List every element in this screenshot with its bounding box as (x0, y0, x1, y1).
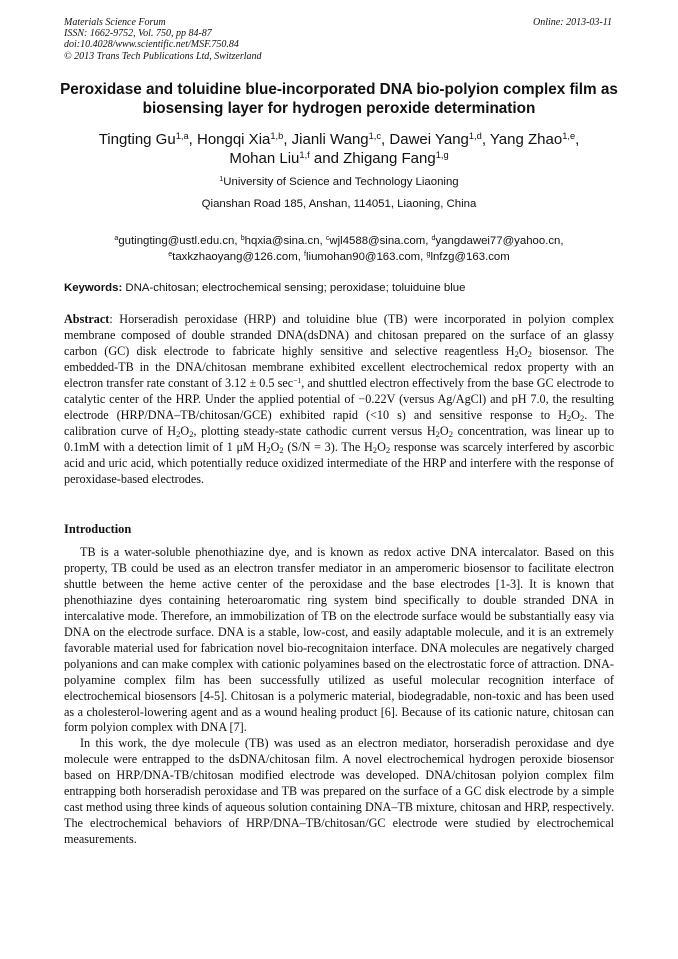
subscript: 2 (527, 349, 532, 360)
author-sup: 1,c (368, 130, 382, 141)
abstract-text: response was scarcely interfered by ascorbic acid and uric acid, which potentially reduce oxidized intermediate of the HRP and interfere with the response of peroxidase-based electrodes. (64, 439, 614, 486)
keywords-text: DNA-chitosan; electrochemical sensing; peroxidase; toluiduine blue (125, 282, 466, 294)
author-name: Dawei Yang (389, 131, 469, 148)
author-name: Jianli Wang (291, 131, 369, 148)
email-sup: d (431, 235, 436, 243)
email-address[interactable]: wjl4588@sina.com (329, 235, 426, 247)
abstract-text: (S/N = 3). The H (283, 439, 373, 454)
abstract (64, 312, 614, 487)
author-sup: 1,f (299, 149, 310, 160)
abstract-text: , and shuttled electron effectively from the base GC electrode to catalytic center of the HRP. Under the applied potential of −0.22V (versus Ag/AgCl) and pH 7.0, the resulting electrode (HRP/DNA–TB/chitosan/GCE) exhibited rapid (<10 s) and sensitive response to H (64, 375, 615, 422)
email-sup: g (426, 251, 431, 259)
keywords-label: Keywords: (64, 282, 123, 294)
journal-name: Materials Science Forum (64, 17, 166, 28)
author-sup: 1,g (435, 149, 449, 160)
subscript: 2 (385, 444, 391, 455)
paper-title: Peroxidase and toluidine blue-incorporated DNA bio-polyion complex film as biosensing layer for hydrogen peroxide determination (60, 81, 618, 117)
email-sup: a (114, 235, 119, 243)
section-heading-introduction: Introduction (64, 522, 132, 536)
author-sup: 1,a (175, 130, 189, 141)
abstract-text: O (571, 407, 580, 422)
author-sup: 1,b (270, 130, 284, 141)
paragraph: In this work, the dye molecule (TB) was used as an electron mediator, horseradish peroxidase and dye molecule were entrapped to the dsDNA/chitosan film. A novel electrochemical hydrogen peroxide biosensor based on HRP/DNA-TB/chitosan modified electrode was developed. DNA/chitosan polyion complex film entrapping both horseradish peroxidase and TB was prepared on the surface of a GC disk electrode by a simple cast method using three kinds of aqueous solution containing DNA–TB mixture, chitosan and HRP, respectively. The electrochemical behaviors of HRP/DNA–TB/chitosan/GC electrode were studied by electrochemical measurements. (64, 736, 614, 847)
subscript: 2 (279, 444, 284, 455)
abstract-text: biosensor. The embedded-TB in the DNA/chitosan membrane exhibited excellent electrochemical redox property with an electron transfer rate constant of 3.12 ± 0.5 sec (64, 343, 614, 390)
email-address[interactable]: liumohan90@163.com (306, 251, 421, 263)
abstract-text: . The calibration curve of H (64, 407, 614, 438)
abstract-label: Abstract (64, 312, 110, 326)
introduction-body (64, 545, 614, 848)
email-address[interactable]: hqxia@sina.cn (244, 235, 320, 247)
subscript: 2 (266, 444, 271, 455)
email-list: $^a$gutingting@ustl.edu.cn, $^b$hqxia@sina.cn, $^c$wjl4588@sina.com, $^d$yangdawei77@yahoo.cn, $^e$taxkzhaoyang@126.com, $^f$liumohan90@163.com, $^g$lnfzg@163.com (114, 235, 564, 263)
author-name: Hongqi Xia (196, 131, 271, 148)
subscript: 2 (176, 428, 181, 439)
keywords-line (64, 281, 614, 295)
email-sup: e (168, 251, 173, 259)
email-address[interactable]: lnfzg@163.com (430, 251, 510, 263)
abstract-text: O (439, 423, 449, 438)
subscript: 2 (189, 428, 194, 439)
author-sup: 1,d (468, 130, 482, 141)
paragraph: TB is a water-soluble phenothiazine dye, and is known as redox active DNA intercalator. Based on this property, TB could be used as an electron transfer mediator in an amperomeric biosensor to facilitate electron shuttle between the heme active center of the peroxidase and the base electrodes [1-3]. It is known that phenothiazine dyes containing heteroaromatic ring system bind specifically to double stranded DNA in intercalative mode. Therefore, an immobilization of TB on the electrode surface would be substantially easy via DNA on the electrode surface. DNA is a stable, low-cost, and easily adaptable molecule, and it is an extremely favorable material used for fabrication novel bio-recognitaion interface. DNA molecules are negatively charged polyanions and can make complex with cationic polyamines based on the electrostatic force of attraction. DNA-polyamine complex film has been successfully utilized as useful molecular recognition interface of electrochemical biosensors [4-5]. Chitosan is a polymeric material, biodegradable, non-toxic and has been used as a cholesterol-lowering agent and as a wound healing product [6]. Because of its cationic nature, chitosan can form polyion complex with DNA [7]. (64, 545, 614, 735)
issn-line: ISSN: 1662-9752, Vol. 750, pp 84-87 (64, 28, 212, 40)
email-sup: b (240, 235, 245, 243)
subscript: 2 (435, 428, 440, 439)
abstract-text: O (518, 343, 528, 358)
affiliation-address: Qianshan Road 185, Anshan, 114051, Liaoning, China (201, 198, 477, 210)
author-name: Zhigang Fang (343, 150, 436, 167)
online-date: Online: 2013-03-11 (533, 17, 612, 28)
affiliation-institution (50, 176, 628, 189)
abstract-text: concentration, was linear up to 0.1mM with a detection limit of 1 μM H (64, 423, 614, 454)
email-address[interactable]: yangdawei77@yahoo.cn (435, 235, 561, 247)
email-address[interactable]: gutingting@ustl.edu.cn (118, 235, 235, 247)
superscript: −1 (293, 375, 302, 385)
subscript: 2 (566, 412, 572, 423)
subscript: 2 (448, 428, 453, 439)
abstract-text: : Horseradish peroxidase (HRP) and toluidine blue (TB) were incorporated in polyion complex membrane composed of double stranded DNA(dsDNA) and chitosan prepared on the surface of an glassy carbon (GC) disk electrode to fabricate highly sensitive and selective reagentless H (64, 312, 614, 358)
abstract-text: O (270, 439, 280, 454)
abstract-text: , plotting steady-state cathodic current versus H (193, 423, 436, 438)
author-name: Yang Zhao (489, 131, 563, 148)
journal-header (64, 17, 262, 62)
author-list: Tingting Gu$^{1,a}$, Hongqi Xia$^{1,b}$, Jianli Wang$^{1,c}$, Dawei Yang$^{1,d}$, Yang Zhao$^{1,e}$, Mohan Liu$^{1,f}$ and Zhigang Fang$^{1,g}$ (98, 130, 580, 167)
doi-line: doi:10.4028/www.scientific.net/MSF.750.84 (64, 39, 239, 51)
subscript: 2 (372, 444, 378, 455)
abstract-text: O (180, 423, 190, 438)
copyright-line: © 2013 Trans Tech Publications Ltd, Switzerland (64, 50, 262, 62)
author-name: Tingting Gu (98, 131, 176, 148)
author-sup: 1,e (562, 130, 576, 141)
subscript: 2 (514, 349, 519, 360)
abstract-text: O (377, 439, 386, 454)
email-sup: c (325, 235, 330, 243)
author-name: Mohan Liu (229, 150, 300, 167)
institution-name: University of Science and Technology Liaoning (223, 176, 459, 188)
subscript: 2 (579, 412, 585, 423)
email-address[interactable]: taxkzhaoyang@126.com (172, 251, 298, 263)
email-sup: f (304, 251, 307, 259)
affiliation-sup: 1 (219, 176, 224, 184)
